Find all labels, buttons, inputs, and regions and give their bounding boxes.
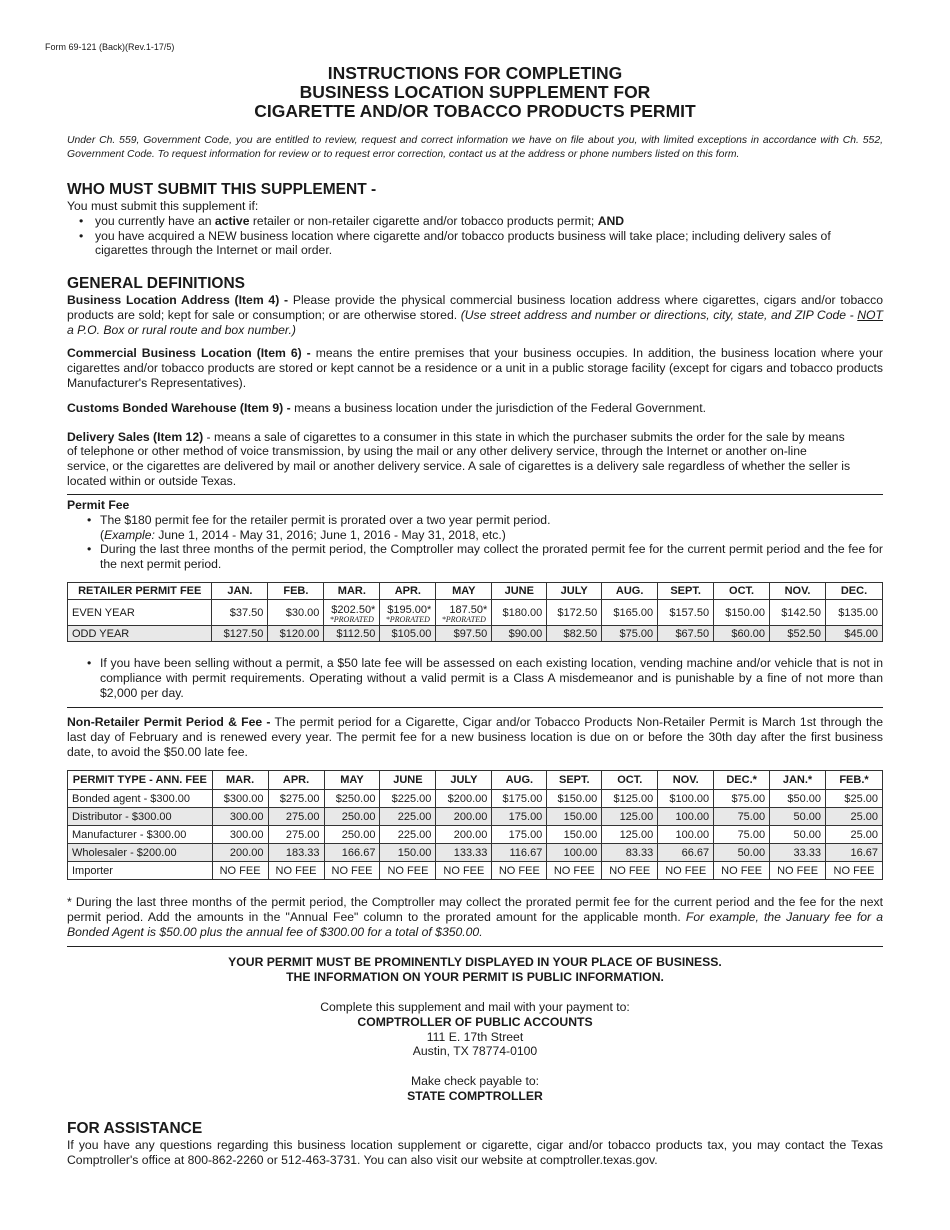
table-cell: $142.50 <box>770 600 826 626</box>
column-header: AUG. <box>492 771 547 790</box>
table-cell: $97.50 <box>436 626 492 642</box>
row-label: Wholesaler - $200.00 <box>68 844 213 862</box>
table-cell: 66.67 <box>658 844 714 862</box>
list-item: • The $180 permit fee for the retailer permit is prorated over a two year permit period. (Example: June 1, 2014 - May 31, 2016; June 1, 2016 - May 31, 2018, etc.) <box>87 512 551 542</box>
display-notice: YOUR PERMIT MUST BE PROMINENTLY DISPLAYED IN YOUR PLACE OF BUSINESS. THE INFORMATION ON YOUR PERMIT IS PUBLIC INFORMATION. <box>228 955 722 984</box>
privacy-notice: Under Ch. 559, Government Code, you are entitled to review, request and correct information we have on file about you, with limited exceptions in accordance with Ch. 552, Government Code. To request information for review or to request error correction, contact us at the address or phone numbers listed on this form. <box>67 135 883 160</box>
who-bullets <box>67 214 883 258</box>
column-header: FEB.* <box>826 771 883 790</box>
form-number: Form 69-121 (Back)(Rev.1-17/5) <box>45 42 175 52</box>
table-cell: $202.50* *PRORATED <box>324 600 380 626</box>
table-row-manufacturer <box>68 826 883 844</box>
column-header: JULY <box>436 771 492 790</box>
table-cell: 166.67 <box>324 844 380 862</box>
table-cell: NO FEE <box>212 862 268 880</box>
divider <box>67 707 883 708</box>
table-cell: 50.00 <box>770 826 826 844</box>
column-header: APR. <box>268 771 324 790</box>
table-cell: 25.00 <box>826 826 883 844</box>
column-header: AUG. <box>602 583 658 600</box>
table-cell: $25.00 <box>826 790 883 808</box>
table-cell: 275.00 <box>268 808 324 826</box>
table-row-importer <box>68 862 883 880</box>
street-address: 111 E. 17th Street <box>426 1029 524 1044</box>
column-header: RETAILER PERMIT FEE <box>68 583 212 600</box>
column-header: APR. <box>380 583 436 600</box>
definitions-heading: GENERAL DEFINITIONS <box>67 275 245 292</box>
column-header: DEC. <box>826 583 883 600</box>
row-label: EVEN YEAR <box>68 600 212 626</box>
column-header: SEPT. <box>658 583 714 600</box>
column-header: JUNE <box>380 771 436 790</box>
table-cell: 200.00 <box>436 826 492 844</box>
list-item: • you currently have an active retailer or non-retailer cigarette and/or tobacco products permit; AND <box>79 213 625 228</box>
definition-business-location-address: Business Location Address (Item 4) - Please provide the physical commercial business location address where cigarettes, cigars and/or tobacco products are sold; kept for sale or consumption; or are otherwise stored. (Use street address and number or directions, city, state, and ZIP Code - NOT a P.O. Box or rural route and box number.) <box>67 293 883 337</box>
table-cell: NO FEE <box>436 862 492 880</box>
non-retailer-fee-table <box>67 770 883 880</box>
table-cell: NO FEE <box>658 862 714 880</box>
table-cell: 33.33 <box>770 844 826 862</box>
definition-commercial-business-location: Commercial Business Location (Item 6) - means the entire premises that your business occupies. In addition, the business location where your cigarettes and/or tobacco products are stored or kept cannot be a residence or a unit in a public storage facility (except for cigars and tobacco products Manufacturer's Representatives). <box>67 346 883 390</box>
table-cell: 250.00 <box>324 826 380 844</box>
table-cell: NO FEE <box>826 862 883 880</box>
table-cell: $200.00 <box>436 790 492 808</box>
table-cell: $60.00 <box>714 626 770 642</box>
column-header: JUNE <box>492 583 547 600</box>
row-label: ODD YEAR <box>68 626 212 642</box>
table-cell: $75.00 <box>602 626 658 642</box>
column-header: MAY <box>324 771 380 790</box>
column-header: MAR. <box>212 771 268 790</box>
table-cell: NO FEE <box>324 862 380 880</box>
general-definitions-section <box>67 275 883 489</box>
table-cell: 50.00 <box>714 844 770 862</box>
table-cell: NO FEE <box>268 862 324 880</box>
table-cell: $135.00 <box>826 600 883 626</box>
table-cell: $127.50 <box>212 626 268 642</box>
retailer-fee-table <box>67 582 883 642</box>
table-cell: $275.00 <box>268 790 324 808</box>
table-cell: 150.00 <box>547 808 602 826</box>
table-cell: NO FEE <box>770 862 826 880</box>
table-cell: 183.33 <box>268 844 324 862</box>
column-header: SEPT. <box>547 771 602 790</box>
column-header: MAR. <box>324 583 380 600</box>
table-cell: $180.00 <box>492 600 547 626</box>
annual-fee-footnote: * During the last three months of the permit period, the Comptroller may collect the prorated permit fee for the current period and the fee for the next permit period. Add the amounts in the "Annual Fee" column to the prorated amount for the applicable month. For example, the January fee for a Bonded Agent is $50.00 plus the annual fee of $300.00 for a total of $350.00. <box>67 895 884 939</box>
table-cell: 150.00 <box>547 826 602 844</box>
table-cell: $120.00 <box>268 626 324 642</box>
table-cell: 300.00 <box>212 826 268 844</box>
table-cell: 125.00 <box>602 826 658 844</box>
table-cell: 225.00 <box>380 826 436 844</box>
table-cell: NO FEE <box>380 862 436 880</box>
table-cell: $150.00 <box>547 790 602 808</box>
table-cell: 16.67 <box>826 844 883 862</box>
table-cell: NO FEE <box>547 862 602 880</box>
table-cell: NO FEE <box>714 862 770 880</box>
table-cell: $30.00 <box>268 600 324 626</box>
mailing-address: Complete this supplement and mail with your payment to: COMPTROLLER OF PUBLIC ACCOUNTS 111 E. 17th Street Austin, TX 78774-0100 Make check payable to: STATE COMPTROLLER <box>67 1000 883 1104</box>
prorated-note: *PRORATED <box>441 615 486 624</box>
table-cell: 175.00 <box>492 826 547 844</box>
column-header: MAY <box>436 583 492 600</box>
prorated-note: *PRORATED <box>329 615 374 624</box>
table-cell: $225.00 <box>380 790 436 808</box>
non-retailer-fee-table-wrap <box>67 770 883 880</box>
table-cell: $50.00 <box>770 790 826 808</box>
table-cell: $52.50 <box>770 626 826 642</box>
definition-delivery-sales: Delivery Sales (Item 12) - means a sale of cigarettes to a consumer in this state in which the purchaser submits the order for the sale by means of telephone or other method of voice transmission, by using the mail or any other delivery service, through the Internet or another on-line service, or the cigarettes are delivered by mail or another delivery service. A sale of cigarettes is a delivery sale regardless of whether the seller is located within or outside Texas. <box>67 429 851 488</box>
list-item: • you have acquired a NEW business location where cigarette and/or tobacco products business will take place; including delivery sales of cigarettes through the Internet or mail order. <box>79 228 831 258</box>
table-cell: 200.00 <box>436 808 492 826</box>
row-label: Manufacturer - $300.00 <box>68 826 213 844</box>
table-row-even-year <box>68 600 883 626</box>
non-retailer-section: Non-Retailer Permit Period & Fee - The permit period for a Cigarette, Cigar and/or Tobacco Products Non-Retailer Permit is March 1st through the last day of February and is renewed every year. The permit fee for a new business location is due on or before the 30th day after the first business date, to avoid the $50.00 late fee. <box>67 715 883 759</box>
table-cell: $82.50 <box>547 626 602 642</box>
retailer-fee-table-wrap <box>67 582 883 642</box>
table-cell: 50.00 <box>770 808 826 826</box>
who-must-submit-section <box>67 181 883 258</box>
title-line: INSTRUCTIONS FOR COMPLETING <box>327 63 623 83</box>
table-cell: NO FEE <box>492 862 547 880</box>
table-cell: NO FEE <box>602 862 658 880</box>
assistance-section <box>67 1120 883 1168</box>
table-cell: 133.33 <box>436 844 492 862</box>
row-label: Distributor - $300.00 <box>68 808 213 826</box>
table-cell: $67.50 <box>658 626 714 642</box>
table-cell: $37.50 <box>212 600 268 626</box>
table-cell: $175.00 <box>492 790 547 808</box>
table-cell: 175.00 <box>492 808 547 826</box>
page-title <box>67 64 883 121</box>
table-cell: $125.00 <box>602 790 658 808</box>
city-state-zip: Austin, TX 78774-0100 <box>412 1044 538 1059</box>
column-header: NOV. <box>658 771 714 790</box>
table-row-bonded-agent <box>68 790 883 808</box>
late-fee-note <box>67 656 883 700</box>
table-row-odd-year <box>68 626 883 642</box>
table-cell: $250.00 <box>324 790 380 808</box>
table-cell: 100.00 <box>658 808 714 826</box>
column-header: JULY <box>547 583 602 600</box>
who-heading: WHO MUST SUBMIT THIS SUPPLEMENT - <box>67 181 377 198</box>
table-cell: $90.00 <box>492 626 547 642</box>
row-label: Bonded agent - $300.00 <box>68 790 213 808</box>
table-row-wholesaler <box>68 844 883 862</box>
table-cell: 250.00 <box>324 808 380 826</box>
table-cell: $300.00 <box>212 790 268 808</box>
table-cell: $150.00 <box>714 600 770 626</box>
divider <box>67 946 883 947</box>
column-header: DEC.* <box>714 771 770 790</box>
column-header: JAN.* <box>770 771 826 790</box>
table-cell: $105.00 <box>380 626 436 642</box>
table-cell: 275.00 <box>268 826 324 844</box>
column-header: OCT. <box>714 583 770 600</box>
table-cell: 150.00 <box>380 844 436 862</box>
definition-customs-bonded-warehouse: Customs Bonded Warehouse (Item 9) - means a business location under the jurisdiction of the Federal Government. <box>67 400 706 415</box>
table-cell: $100.00 <box>658 790 714 808</box>
list-item: • During the last three months of the permit period, the Comptroller may collect the prorated permit fee for the current permit period and the fee for the next permit period. <box>87 542 883 572</box>
table-cell: 100.00 <box>658 826 714 844</box>
table-cell: 187.50* *PRORATED <box>436 600 492 626</box>
list-item: • If you have been selling without a permit, a $50 late fee will be assessed on each existing location, vending machine and/or vehicle that is not in compliance with permit requirements. Operating without a valid permit is a Class A misdemeanor and is punishable by a fine of not more than $2,000 per day. <box>87 656 883 700</box>
table-cell: $75.00 <box>714 790 770 808</box>
table-header-row <box>68 583 883 600</box>
table-cell: $165.00 <box>602 600 658 626</box>
permit-fee-bullets <box>67 513 883 572</box>
assistance-heading: FOR ASSISTANCE <box>67 1120 203 1137</box>
table-cell: 116.67 <box>492 844 547 862</box>
assistance-text: If you have any questions regarding this business location supplement or cigarette, cigar and/or tobacco products tax, you may contact the Texas Comptroller's office at 800-862-2260 or 512-463-3731. You can also visit our website at comptroller.texas.gov. <box>67 1138 883 1167</box>
prorated-note: *PRORATED <box>385 615 430 624</box>
column-header: FEB. <box>268 583 324 600</box>
title-line: BUSINESS LOCATION SUPPLEMENT FOR <box>299 82 651 102</box>
table-cell: 25.00 <box>826 808 883 826</box>
table-cell: $172.50 <box>547 600 602 626</box>
table-cell: 200.00 <box>212 844 268 862</box>
table-cell: 300.00 <box>212 808 268 826</box>
table-cell: 225.00 <box>380 808 436 826</box>
permit-fee-section <box>67 498 883 572</box>
divider <box>67 494 883 495</box>
table-cell: 75.00 <box>714 808 770 826</box>
permit-fee-heading: Permit Fee <box>67 498 130 512</box>
column-header: JAN. <box>212 583 268 600</box>
who-intro: You must submit this supplement if: <box>67 199 259 213</box>
payee: STATE COMPTROLLER <box>407 1088 543 1103</box>
row-label: Importer <box>68 862 213 880</box>
table-cell: 100.00 <box>547 844 602 862</box>
table-row-distributor <box>68 808 883 826</box>
comptroller-name: COMPTROLLER OF PUBLIC ACCOUNTS <box>357 1014 593 1029</box>
column-header: PERMIT TYPE - ANN. FEE <box>68 771 213 790</box>
table-cell: 75.00 <box>714 826 770 844</box>
table-cell: $157.50 <box>658 600 714 626</box>
title-line: CIGARETTE AND/OR TOBACCO PRODUCTS PERMIT <box>254 101 696 121</box>
table-cell: 125.00 <box>602 808 658 826</box>
table-cell: $112.50 <box>324 626 380 642</box>
column-header: NOV. <box>770 583 826 600</box>
table-cell: $195.00* *PRORATED <box>380 600 436 626</box>
table-cell: $45.00 <box>826 626 883 642</box>
column-header: OCT. <box>602 771 658 790</box>
table-cell: 83.33 <box>602 844 658 862</box>
table-header-row <box>68 771 883 790</box>
